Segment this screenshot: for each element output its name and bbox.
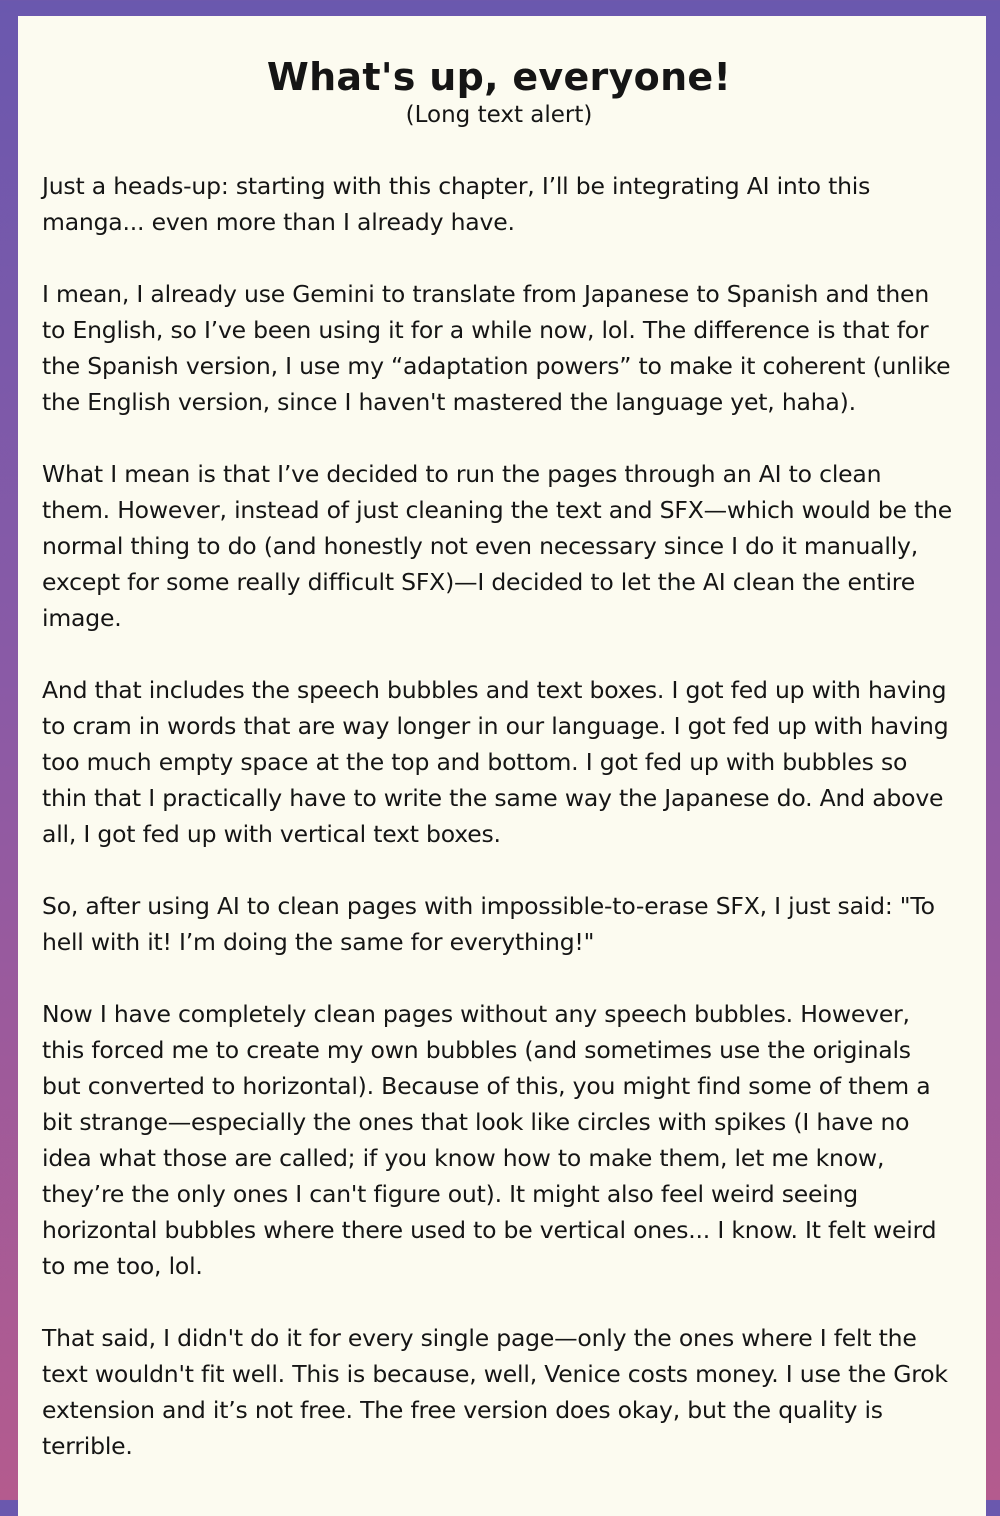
paragraph-ai-cleaning: What I mean is that I’ve decided to run the pages through an AI to clean them. However, instead of just cleaning the text and SFX—which would be the normal thing to do (and honestly not even necessary since I do it manually, except for some really difficult SFX)—I decided to let the AI clean the entire image.	[42, 460, 953, 632]
paragraph-heads-up: Just a heads-up: starting with this chapter, I’ll be integrating AI into this manga... even more than I already have.	[42, 172, 871, 236]
note-page	[18, 16, 986, 1516]
paragraph-own-bubbles: Now I have completely clean pages without any speech bubbles. However, this forced me to create my own bubbles (and sometimes use the originals but converted to horizontal). Because of this, you might find some of them a bit strange—especially the ones that look like circles with spikes (I have no idea what those are called; if you know how to make them, let me know, they’re the only ones I can't figure out). It might also feel weird seeing horizontal bubbles where there used to be vertical ones... I know. It felt weird to me too, lol.	[42, 1000, 937, 1280]
paragraph-speech-bubbles: And that includes the speech bubbles and text boxes. I got fed up with having to cram in words that are way longer in our language. I got fed up with having too much empty space at the top and bottom. I got fed up with bubbles so thin that I practically have to write the same way the Japanese do. And above all, I got fed up with vertical text boxes.	[42, 676, 949, 848]
paragraph-cost: That said, I didn't do it for every single page—only the ones where I felt the text wouldn't fit well. This is because, well, Venice costs money. I use the Grok extension and it’s not free. The free version does okay, but the quality is terrible.	[42, 1324, 948, 1460]
body-text	[42, 168, 956, 1464]
paragraph-translation: I mean, I already use Gemini to translate from Japanese to Spanish and then to English, so I’ve been using it for a while now, lol. The difference is that for the Spanish version, I use my “adaptation powers” to make it coherent (unlike the English version, since I haven't mastered the language yet, haha).	[42, 280, 951, 416]
page-title: What's up, everyone!	[266, 55, 732, 99]
paragraph-to-hell-with-it: So, after using AI to clean pages with impossible-to-erase SFX, I just said: "To hell with it! I’m doing the same for everything!"	[42, 892, 935, 956]
page-subtitle: (Long text alert)	[405, 102, 593, 128]
